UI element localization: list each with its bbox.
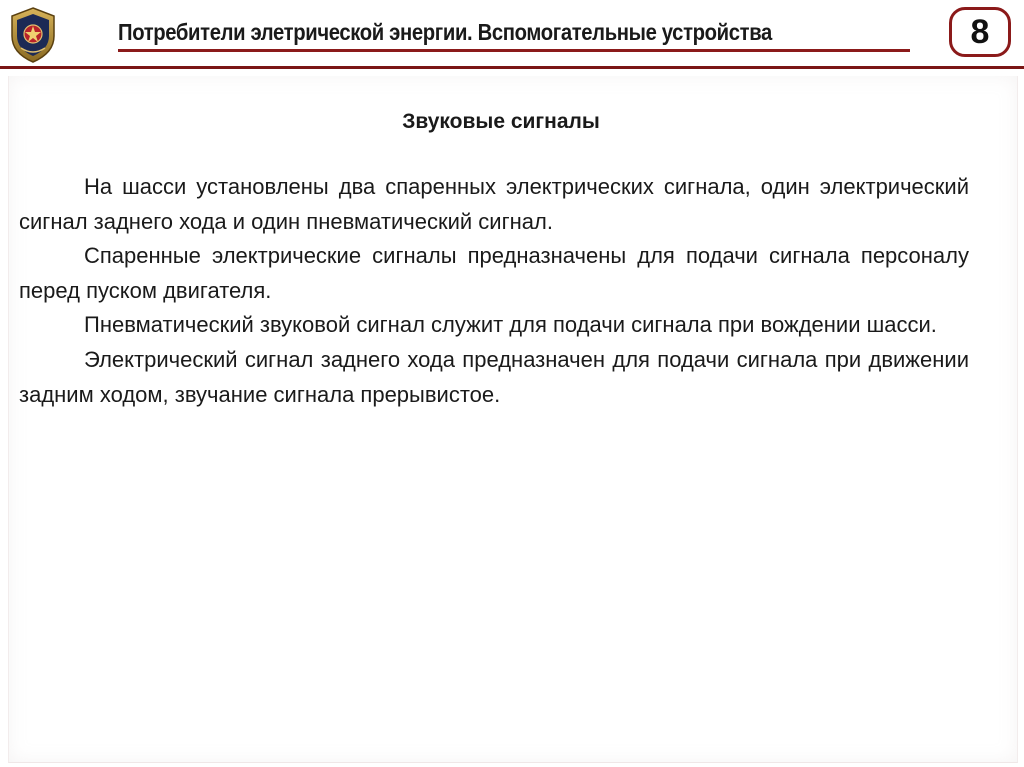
slide-content bbox=[8, 76, 1018, 763]
header-divider bbox=[0, 66, 1024, 69]
header-underline bbox=[118, 49, 910, 52]
paragraph-1: На шасси установлены два спаренных электрических сигнала, один электрический сигнал заднего хода и один пневматический сигнал. bbox=[19, 174, 969, 234]
slide-number-badge: 8 bbox=[949, 7, 1011, 57]
body-text bbox=[19, 170, 969, 412]
paragraph-4: Электрический сигнал заднего хода предназначен для подачи сигнала при движении задним ходом, звучание сигнала прерывистое. bbox=[19, 346, 969, 407]
shield-emblem-icon bbox=[7, 6, 59, 64]
slide-header bbox=[0, 0, 1024, 70]
paragraph-2: Спаренные электрические сигналы предназначены для подачи сигнала персоналу перед пуском двигателя. bbox=[19, 243, 969, 303]
header-title: Потребители элетрической энергии. Вспомогательные устройства bbox=[118, 19, 772, 45]
paragraph-3: Пневматический звуковой сигнал служит для подачи сигнала при вождении шасси. bbox=[84, 312, 937, 338]
section-title: Звуковые сигналы bbox=[402, 110, 600, 133]
